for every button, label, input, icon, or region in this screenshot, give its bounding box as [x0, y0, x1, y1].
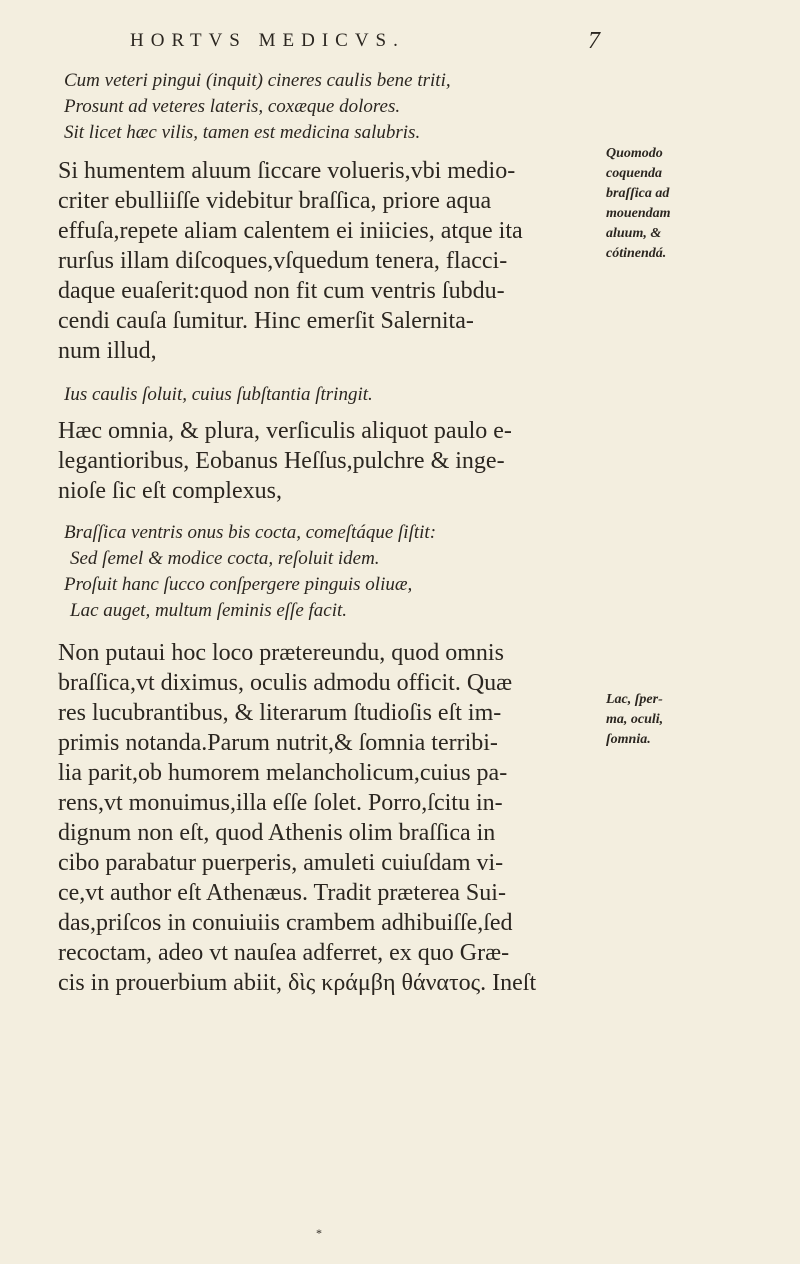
prose-line: das,priſcos in conuiuiis crambem adhibuiſſe,ſed — [58, 910, 513, 936]
prose-line: res lucubrantibus, & literarum ſtudioſis eſt im- — [58, 700, 502, 726]
verse-line: Prosunt ad veteres lateris, coxæque dolores. — [64, 96, 401, 117]
margin-note-line: mouendam — [606, 206, 671, 221]
page-number: 7 — [588, 28, 600, 54]
prose-line: rens,vt monuimus,illa eſſe ſolet. Porro,ſcitu in- — [58, 790, 503, 816]
prose-line: effuſa,repete aliam calentem ei iniicies, atque ita — [58, 218, 523, 244]
prose-line: Si humentem aluum ſiccare volueris,vbi medio- — [58, 158, 516, 184]
prose-line: num illud, — [58, 338, 157, 364]
verse-line: Proſuit hanc ſucco conſpergere pinguis oliuæ, — [64, 574, 413, 595]
verse-line: Cum veteri pingui (inquit) cineres caulis bene triti, — [64, 70, 451, 91]
margin-note — [606, 144, 716, 264]
prose-line: cis in prouerbium abiit, δὶς κράμβη θάνατος. Ineſt — [58, 970, 537, 996]
verse-line: Braſſica ventris onus bis cocta, comeſtáque ſiſtit: — [64, 522, 437, 543]
footer-mark: * — [316, 1226, 322, 1240]
margin-note-line: Quomodo — [606, 146, 663, 161]
prose-line: braſſica,vt diximus, oculis admodu officit. Quæ — [58, 670, 513, 696]
margin-note-line: ma, oculi, — [606, 712, 664, 727]
prose-line: Non putaui hoc loco prætereundu, quod omnis — [58, 640, 504, 666]
prose-line: ce,vt author eſt Athenæus. Tradit præterea Sui- — [58, 880, 506, 906]
prose-line: rurſus illam diſcoques,vſquedum tenera, flacci- — [58, 248, 508, 274]
prose-line: recoctam, adeo vt nauſea adferret, ex quo Græ- — [58, 940, 510, 966]
prose-line: lia parit,ob humorem melancholicum,cuius pa- — [58, 760, 508, 786]
prose-line: legantioribus, Eobanus Heſſus,pulchre & inge- — [58, 448, 505, 474]
margin-note-line: coquenda — [606, 166, 662, 181]
margin-note-line: cótinendá. — [606, 246, 667, 261]
prose-line: nioſe ſic eſt complexus, — [58, 478, 282, 504]
margin-note-line: aluum, & — [606, 226, 662, 241]
prose-line: cendi cauſa ſumitur. Hinc emerſit Salernita- — [58, 308, 474, 334]
prose-line: dignum non eſt, quod Athenis olim braſſica in — [58, 820, 496, 846]
verse-line: Ius caulis ſoluit, cuius ſubſtantia ſtringit. — [64, 384, 373, 405]
prose-line: daque euaſerit:quod non fit cum ventris ſubdu- — [58, 278, 505, 304]
prose-line: criter ebulliiſſe videbitur braſſica, priore aqua — [58, 188, 492, 214]
running-header — [130, 30, 600, 52]
verse-line: Sed ſemel & modice cocta, reſoluit idem. — [70, 548, 380, 569]
margin-note-line: ſomnia. — [606, 732, 651, 747]
verse-line: Sit licet hæc vilis, tamen est medicina salubris. — [64, 122, 421, 143]
margin-note — [606, 690, 716, 750]
running-title: HORTVS MEDICVS. — [130, 30, 405, 51]
prose-line: Hæc omnia, & plura, verſiculis aliquot paulo e- — [58, 418, 512, 444]
main-text — [58, 68, 613, 998]
margin-note-line: Lac, ſper- — [606, 692, 663, 707]
prose-line: primis notanda.Parum nutrit,& ſomnia terribi- — [58, 730, 498, 756]
prose-line: cibo parabatur puerperis, amuleti cuiuſdam vi- — [58, 850, 504, 876]
verse-line: Lac auget, multum ſeminis eſſe facit. — [70, 600, 348, 621]
margin-note-line: braſſica ad — [606, 186, 670, 201]
